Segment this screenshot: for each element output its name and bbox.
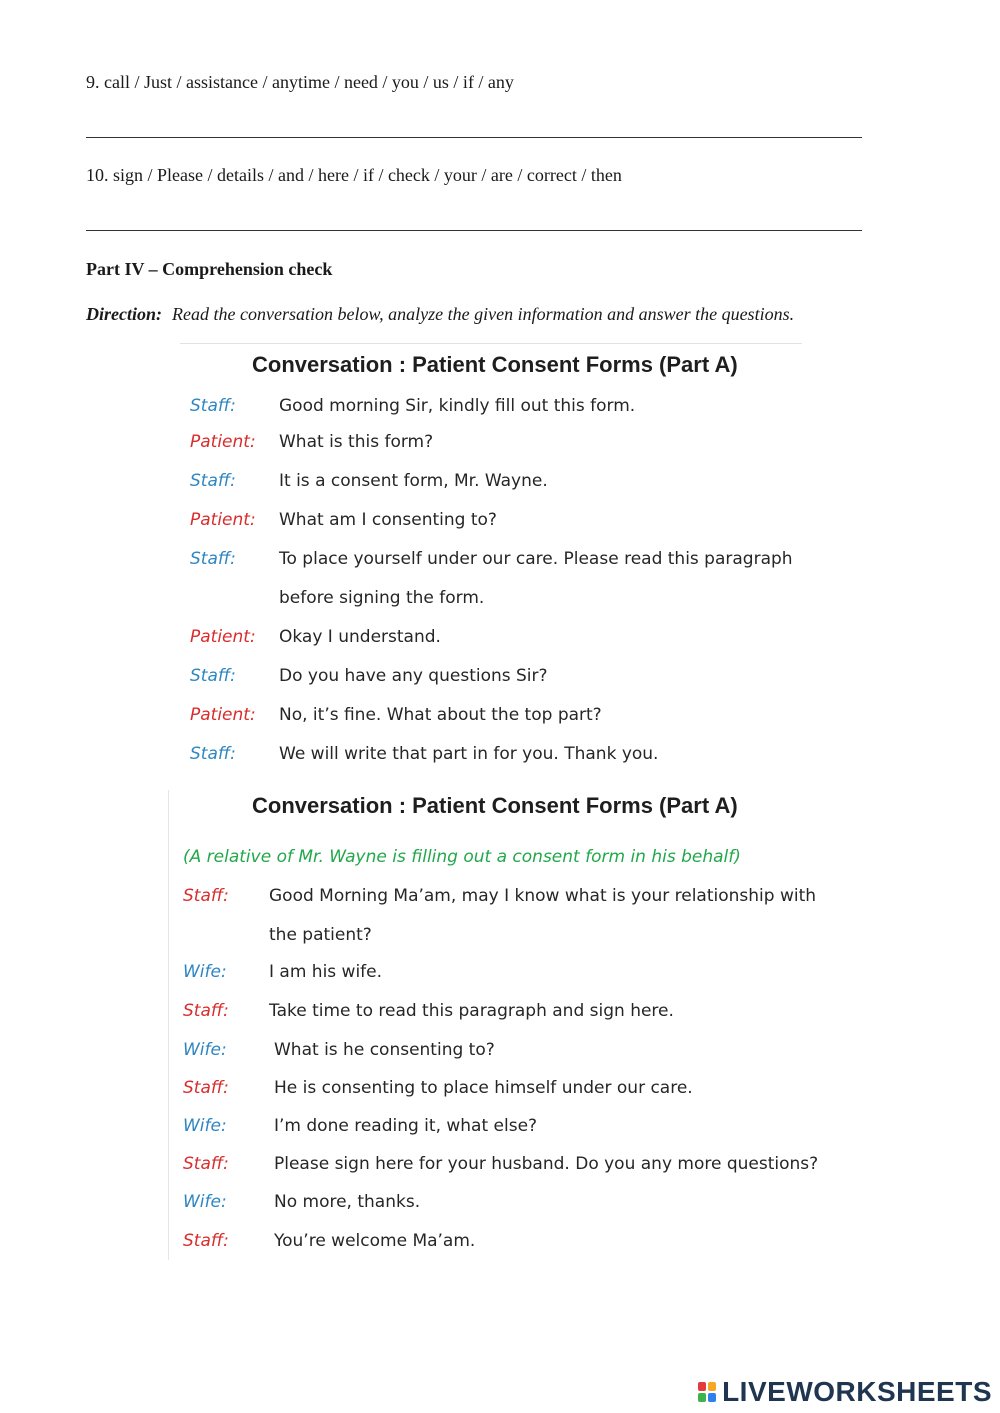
dialogue-text: You’re welcome Ma’am. — [274, 1231, 476, 1251]
dialogue-text: Do you have any questions Sir? — [279, 666, 548, 686]
liveworksheets-logo — [698, 1378, 992, 1406]
logo-mark-icon — [698, 1382, 716, 1402]
conversation-b-side-rule — [168, 790, 169, 1260]
dialogue-text: Please sign here for your husband. Do you any more questions? — [274, 1154, 819, 1174]
dialogue-text: Good Morning Ma’am, may I know what is your relationship with — [269, 886, 817, 906]
logo-text: LIVEWORKSHEETS — [722, 1376, 992, 1407]
speaker-label: Wife: — [183, 1040, 227, 1060]
speaker-label: Patient: — [190, 510, 256, 530]
speaker-label: Staff: — [183, 1001, 229, 1021]
speaker-label: Staff: — [183, 1078, 229, 1098]
dialogue-text-continuation: before signing the form. — [279, 588, 485, 608]
dialogue-text: What am I consenting to? — [279, 510, 497, 530]
conversation-a-top-rule — [180, 343, 802, 344]
answer-line-10[interactable] — [86, 230, 862, 231]
dialogue-text: What is this form? — [279, 432, 434, 452]
speaker-label: Staff: — [183, 1154, 229, 1174]
speaker-label: Wife: — [183, 1116, 227, 1136]
dialogue-text: He is consenting to place himself under our care. — [274, 1078, 693, 1098]
dialogue-text: To place yourself under our care. Please read this paragraph — [279, 549, 793, 569]
conversation-a-title: Conversation : Patient Consent Forms (Part A) — [252, 352, 738, 377]
question-9: 9. call / Just / assistance / anytime / need / you / us / if / any — [86, 72, 514, 92]
direction-text: Read the conversation below, analyze the given information and answer the questions. — [172, 304, 795, 324]
speaker-label: Patient: — [190, 627, 256, 647]
dialogue-text: Good morning Sir, kindly fill out this form. — [279, 396, 636, 416]
speaker-label: Patient: — [190, 432, 256, 452]
part-title: Part IV – Comprehension check — [86, 259, 333, 279]
dialogue-text: No more, thanks. — [274, 1192, 421, 1212]
speaker-label: Wife: — [183, 1192, 227, 1212]
dialogue-text: What is he consenting to? — [274, 1040, 495, 1060]
speaker-label: Staff: — [190, 396, 236, 416]
dialogue-text: I am his wife. — [269, 962, 383, 982]
speaker-label: Staff: — [183, 1231, 229, 1251]
speaker-label: Staff: — [190, 744, 236, 764]
answer-line-9[interactable] — [86, 137, 862, 138]
direction-label: Direction: — [86, 304, 162, 324]
dialogue-text: Okay I understand. — [279, 627, 441, 647]
speaker-label: Patient: — [190, 705, 256, 725]
direction — [86, 304, 794, 325]
speaker-label: Wife: — [183, 962, 227, 982]
dialogue-text: No, it’s fine. What about the top part? — [279, 705, 602, 725]
dialogue-text-continuation: the patient? — [269, 925, 372, 945]
speaker-label: Staff: — [190, 549, 236, 569]
question-10: 10. sign / Please / details / and / here / if / check / your / are / correct / then — [86, 165, 622, 185]
conversation-b-note: (A relative of Mr. Wayne is filling out a consent form in his behalf) — [183, 847, 741, 867]
dialogue-text: I’m done reading it, what else? — [274, 1116, 538, 1136]
dialogue-text: We will write that part in for you. Thank you. — [279, 744, 659, 764]
speaker-label: Staff: — [183, 886, 229, 906]
dialogue-text: Take time to read this paragraph and sign here. — [269, 1001, 674, 1021]
dialogue-text: It is a consent form, Mr. Wayne. — [279, 471, 548, 491]
speaker-label: Staff: — [190, 471, 236, 491]
speaker-label: Staff: — [190, 666, 236, 686]
conversation-b-title: Conversation : Patient Consent Forms (Part A) — [252, 793, 738, 818]
